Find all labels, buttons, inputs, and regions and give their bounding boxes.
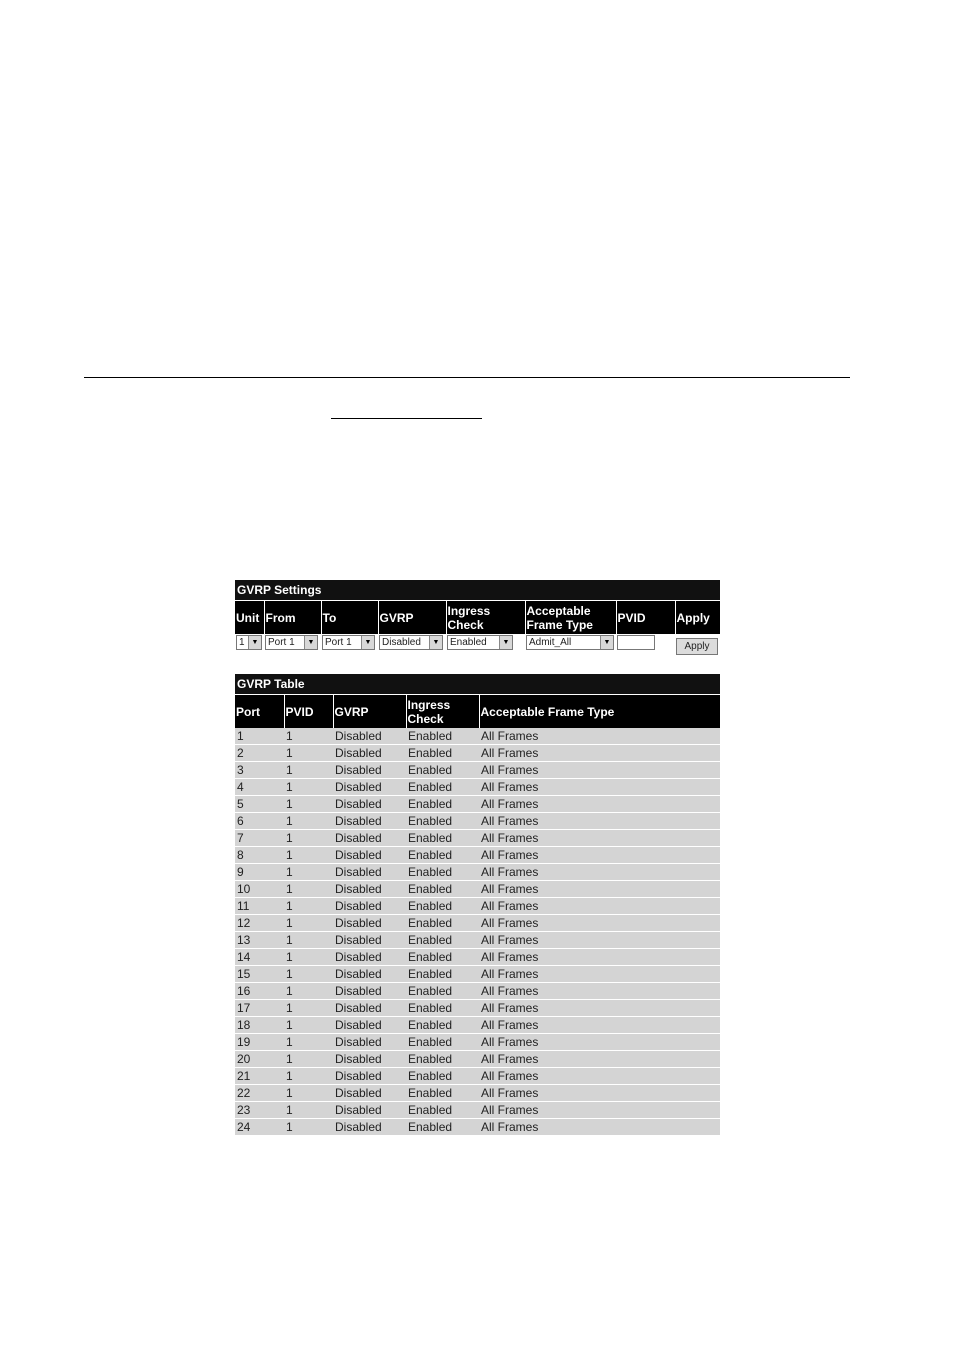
pvid-input[interactable] xyxy=(617,635,655,650)
cell-pvid: 1 xyxy=(284,847,333,864)
cell-port: 19 xyxy=(235,1034,284,1051)
cell-port: 7 xyxy=(235,830,284,847)
cell-port: 23 xyxy=(235,1102,284,1119)
cell-pvid: 1 xyxy=(284,1119,333,1136)
apply-button[interactable]: Apply xyxy=(676,638,718,655)
cell-acceptable-frame-type: All Frames xyxy=(479,949,720,966)
cell-port: 3 xyxy=(235,762,284,779)
table-row xyxy=(235,1068,720,1085)
table-body xyxy=(235,728,720,1136)
cell-gvrp: Disabled xyxy=(333,966,406,983)
table-row xyxy=(235,1085,720,1102)
header-ingress-check: Ingress Check xyxy=(446,601,525,634)
table-row xyxy=(235,864,720,881)
cell-port: 2 xyxy=(235,745,284,762)
cell-acceptable-frame-type: All Frames xyxy=(479,864,720,881)
cell-gvrp: Disabled xyxy=(333,745,406,762)
cell-port: 13 xyxy=(235,932,284,949)
cell-port: 17 xyxy=(235,1000,284,1017)
cell-acceptable-frame-type: All Frames xyxy=(479,1034,720,1051)
table-row xyxy=(235,1017,720,1034)
cell-gvrp: Disabled xyxy=(333,1034,406,1051)
cell-ingress-check: Enabled xyxy=(406,1102,479,1119)
chevron-down-icon: ▼ xyxy=(429,636,442,649)
cell-gvrp: Disabled xyxy=(333,898,406,915)
cell-pvid: 1 xyxy=(284,728,333,745)
table-row xyxy=(235,1102,720,1119)
cell-pvid: 1 xyxy=(284,1102,333,1119)
cell-pvid: 1 xyxy=(284,830,333,847)
cell-port: 15 xyxy=(235,966,284,983)
cell-port: 1 xyxy=(235,728,284,745)
cell-port: 16 xyxy=(235,983,284,1000)
cell-ingress-check: Enabled xyxy=(406,813,479,830)
chevron-down-icon: ▼ xyxy=(304,636,317,649)
to-port-select[interactable]: Port 1 ▼ xyxy=(322,635,375,650)
header-acceptable-frame-type: Acceptable Frame Type xyxy=(525,601,616,634)
cell-port: 9 xyxy=(235,864,284,881)
cell-gvrp: Disabled xyxy=(333,1085,406,1102)
table-row xyxy=(235,932,720,949)
header-pvid: PVID xyxy=(284,695,333,728)
gvrp-settings-form xyxy=(235,601,720,656)
header-gvrp: GVRP xyxy=(378,601,446,634)
cell-ingress-check: Enabled xyxy=(406,745,479,762)
cell-ingress-check: Enabled xyxy=(406,1034,479,1051)
cell-gvrp: Disabled xyxy=(333,1068,406,1085)
header-gvrp: GVRP xyxy=(333,695,406,728)
header-apply: Apply xyxy=(675,601,720,634)
cell-acceptable-frame-type: All Frames xyxy=(479,762,720,779)
table-row xyxy=(235,745,720,762)
gvrp-table-title: GVRP Table xyxy=(235,674,720,695)
cell-port: 21 xyxy=(235,1068,284,1085)
horizontal-rule xyxy=(84,377,850,378)
cell-ingress-check: Enabled xyxy=(406,881,479,898)
cell-acceptable-frame-type: All Frames xyxy=(479,1085,720,1102)
cell-ingress-check: Enabled xyxy=(406,864,479,881)
table-row xyxy=(235,1000,720,1017)
cell-gvrp: Disabled xyxy=(333,915,406,932)
cell-port: 10 xyxy=(235,881,284,898)
cell-pvid: 1 xyxy=(284,898,333,915)
table-header-row xyxy=(235,695,720,728)
cell-ingress-check: Enabled xyxy=(406,932,479,949)
cell-acceptable-frame-type: All Frames xyxy=(479,1119,720,1136)
cell-acceptable-frame-type: All Frames xyxy=(479,745,720,762)
table-row xyxy=(235,728,720,745)
gvrp-table xyxy=(235,695,720,1136)
cell-gvrp: Disabled xyxy=(333,847,406,864)
cell-pvid: 1 xyxy=(284,864,333,881)
cell-pvid: 1 xyxy=(284,813,333,830)
table-row xyxy=(235,881,720,898)
cell-port: 22 xyxy=(235,1085,284,1102)
cell-ingress-check: Enabled xyxy=(406,898,479,915)
cell-gvrp: Disabled xyxy=(333,1017,406,1034)
cell-port: 14 xyxy=(235,949,284,966)
cell-gvrp: Disabled xyxy=(333,813,406,830)
cell-pvid: 1 xyxy=(284,966,333,983)
chevron-down-icon: ▼ xyxy=(248,636,261,649)
gvrp-settings-title: GVRP Settings xyxy=(235,580,720,601)
gvrp-settings-panel xyxy=(235,580,720,656)
cell-port: 6 xyxy=(235,813,284,830)
gvrp-table-panel xyxy=(235,674,720,1136)
chevron-down-icon: ▼ xyxy=(499,636,512,649)
cell-ingress-check: Enabled xyxy=(406,728,479,745)
chevron-down-icon: ▼ xyxy=(361,636,374,649)
cell-acceptable-frame-type: All Frames xyxy=(479,915,720,932)
cell-ingress-check: Enabled xyxy=(406,983,479,1000)
cell-acceptable-frame-type: All Frames xyxy=(479,779,720,796)
cell-ingress-check: Enabled xyxy=(406,1085,479,1102)
cell-ingress-check: Enabled xyxy=(406,1051,479,1068)
cell-pvid: 1 xyxy=(284,1017,333,1034)
cell-gvrp: Disabled xyxy=(333,762,406,779)
cell-pvid: 1 xyxy=(284,932,333,949)
cell-port: 12 xyxy=(235,915,284,932)
cell-acceptable-frame-type: All Frames xyxy=(479,983,720,1000)
table-row xyxy=(235,1034,720,1051)
header-to: To xyxy=(321,601,378,634)
header-pvid: PVID xyxy=(616,601,675,634)
cell-pvid: 1 xyxy=(284,1051,333,1068)
cell-ingress-check: Enabled xyxy=(406,779,479,796)
cell-acceptable-frame-type: All Frames xyxy=(479,796,720,813)
cell-gvrp: Disabled xyxy=(333,949,406,966)
cell-pvid: 1 xyxy=(284,1000,333,1017)
cell-gvrp: Disabled xyxy=(333,1051,406,1068)
cell-port: 18 xyxy=(235,1017,284,1034)
header-from: From xyxy=(264,601,321,634)
unit-select[interactable]: 1 ▼ xyxy=(236,635,262,650)
cell-port: 4 xyxy=(235,779,284,796)
table-row xyxy=(235,847,720,864)
cell-acceptable-frame-type: All Frames xyxy=(479,847,720,864)
table-row xyxy=(235,949,720,966)
cell-ingress-check: Enabled xyxy=(406,915,479,932)
cell-acceptable-frame-type: All Frames xyxy=(479,881,720,898)
table-row xyxy=(235,796,720,813)
cell-ingress-check: Enabled xyxy=(406,966,479,983)
cell-acceptable-frame-type: All Frames xyxy=(479,1051,720,1068)
cell-pvid: 1 xyxy=(284,762,333,779)
cell-port: 8 xyxy=(235,847,284,864)
cell-pvid: 1 xyxy=(284,1068,333,1085)
cell-pvid: 1 xyxy=(284,881,333,898)
cell-gvrp: Disabled xyxy=(333,830,406,847)
table-row xyxy=(235,966,720,983)
cell-ingress-check: Enabled xyxy=(406,847,479,864)
table-row xyxy=(235,1051,720,1068)
from-port-select[interactable]: Port 1 ▼ xyxy=(265,635,318,650)
cell-acceptable-frame-type: All Frames xyxy=(479,898,720,915)
cell-ingress-check: Enabled xyxy=(406,830,479,847)
cell-ingress-check: Enabled xyxy=(406,762,479,779)
ingress-check-select[interactable]: Enabled ▼ xyxy=(447,635,513,650)
cell-acceptable-frame-type: All Frames xyxy=(479,1102,720,1119)
cell-pvid: 1 xyxy=(284,779,333,796)
cell-port: 5 xyxy=(235,796,284,813)
cell-acceptable-frame-type: All Frames xyxy=(479,813,720,830)
header-acceptable-frame-type: Acceptable Frame Type xyxy=(479,695,720,728)
chevron-down-icon: ▼ xyxy=(600,636,613,649)
cell-acceptable-frame-type: All Frames xyxy=(479,1068,720,1085)
table-row xyxy=(235,779,720,796)
settings-header-row xyxy=(235,601,720,634)
cell-ingress-check: Enabled xyxy=(406,1017,479,1034)
gvrp-select[interactable]: Disabled ▼ xyxy=(379,635,443,650)
cell-ingress-check: Enabled xyxy=(406,949,479,966)
cell-pvid: 1 xyxy=(284,983,333,1000)
cell-acceptable-frame-type: All Frames xyxy=(479,932,720,949)
acceptable-frame-type-select[interactable]: Admit_All ▼ xyxy=(526,635,614,650)
settings-input-row xyxy=(235,634,720,656)
cell-ingress-check: Enabled xyxy=(406,796,479,813)
cell-port: 11 xyxy=(235,898,284,915)
header-ingress-check: Ingress Check xyxy=(406,695,479,728)
underline-rule xyxy=(331,418,482,419)
cell-ingress-check: Enabled xyxy=(406,1068,479,1085)
header-port: Port xyxy=(235,695,284,728)
cell-port: 24 xyxy=(235,1119,284,1136)
cell-acceptable-frame-type: All Frames xyxy=(479,1017,720,1034)
cell-gvrp: Disabled xyxy=(333,881,406,898)
cell-pvid: 1 xyxy=(284,1034,333,1051)
cell-ingress-check: Enabled xyxy=(406,1119,479,1136)
cell-pvid: 1 xyxy=(284,949,333,966)
cell-gvrp: Disabled xyxy=(333,864,406,881)
cell-ingress-check: Enabled xyxy=(406,1000,479,1017)
cell-gvrp: Disabled xyxy=(333,796,406,813)
cell-gvrp: Disabled xyxy=(333,1000,406,1017)
cell-acceptable-frame-type: All Frames xyxy=(479,966,720,983)
cell-pvid: 1 xyxy=(284,745,333,762)
cell-pvid: 1 xyxy=(284,915,333,932)
cell-pvid: 1 xyxy=(284,796,333,813)
table-row xyxy=(235,762,720,779)
header-unit: Unit xyxy=(235,601,264,634)
table-row xyxy=(235,830,720,847)
cell-port: 20 xyxy=(235,1051,284,1068)
cell-pvid: 1 xyxy=(284,1085,333,1102)
table-row xyxy=(235,898,720,915)
cell-acceptable-frame-type: All Frames xyxy=(479,830,720,847)
cell-gvrp: Disabled xyxy=(333,779,406,796)
table-row xyxy=(235,915,720,932)
cell-acceptable-frame-type: All Frames xyxy=(479,1000,720,1017)
table-row xyxy=(235,983,720,1000)
cell-gvrp: Disabled xyxy=(333,932,406,949)
table-row xyxy=(235,813,720,830)
cell-acceptable-frame-type: All Frames xyxy=(479,728,720,745)
cell-gvrp: Disabled xyxy=(333,728,406,745)
table-row xyxy=(235,1119,720,1136)
cell-gvrp: Disabled xyxy=(333,983,406,1000)
cell-gvrp: Disabled xyxy=(333,1119,406,1136)
cell-gvrp: Disabled xyxy=(333,1102,406,1119)
